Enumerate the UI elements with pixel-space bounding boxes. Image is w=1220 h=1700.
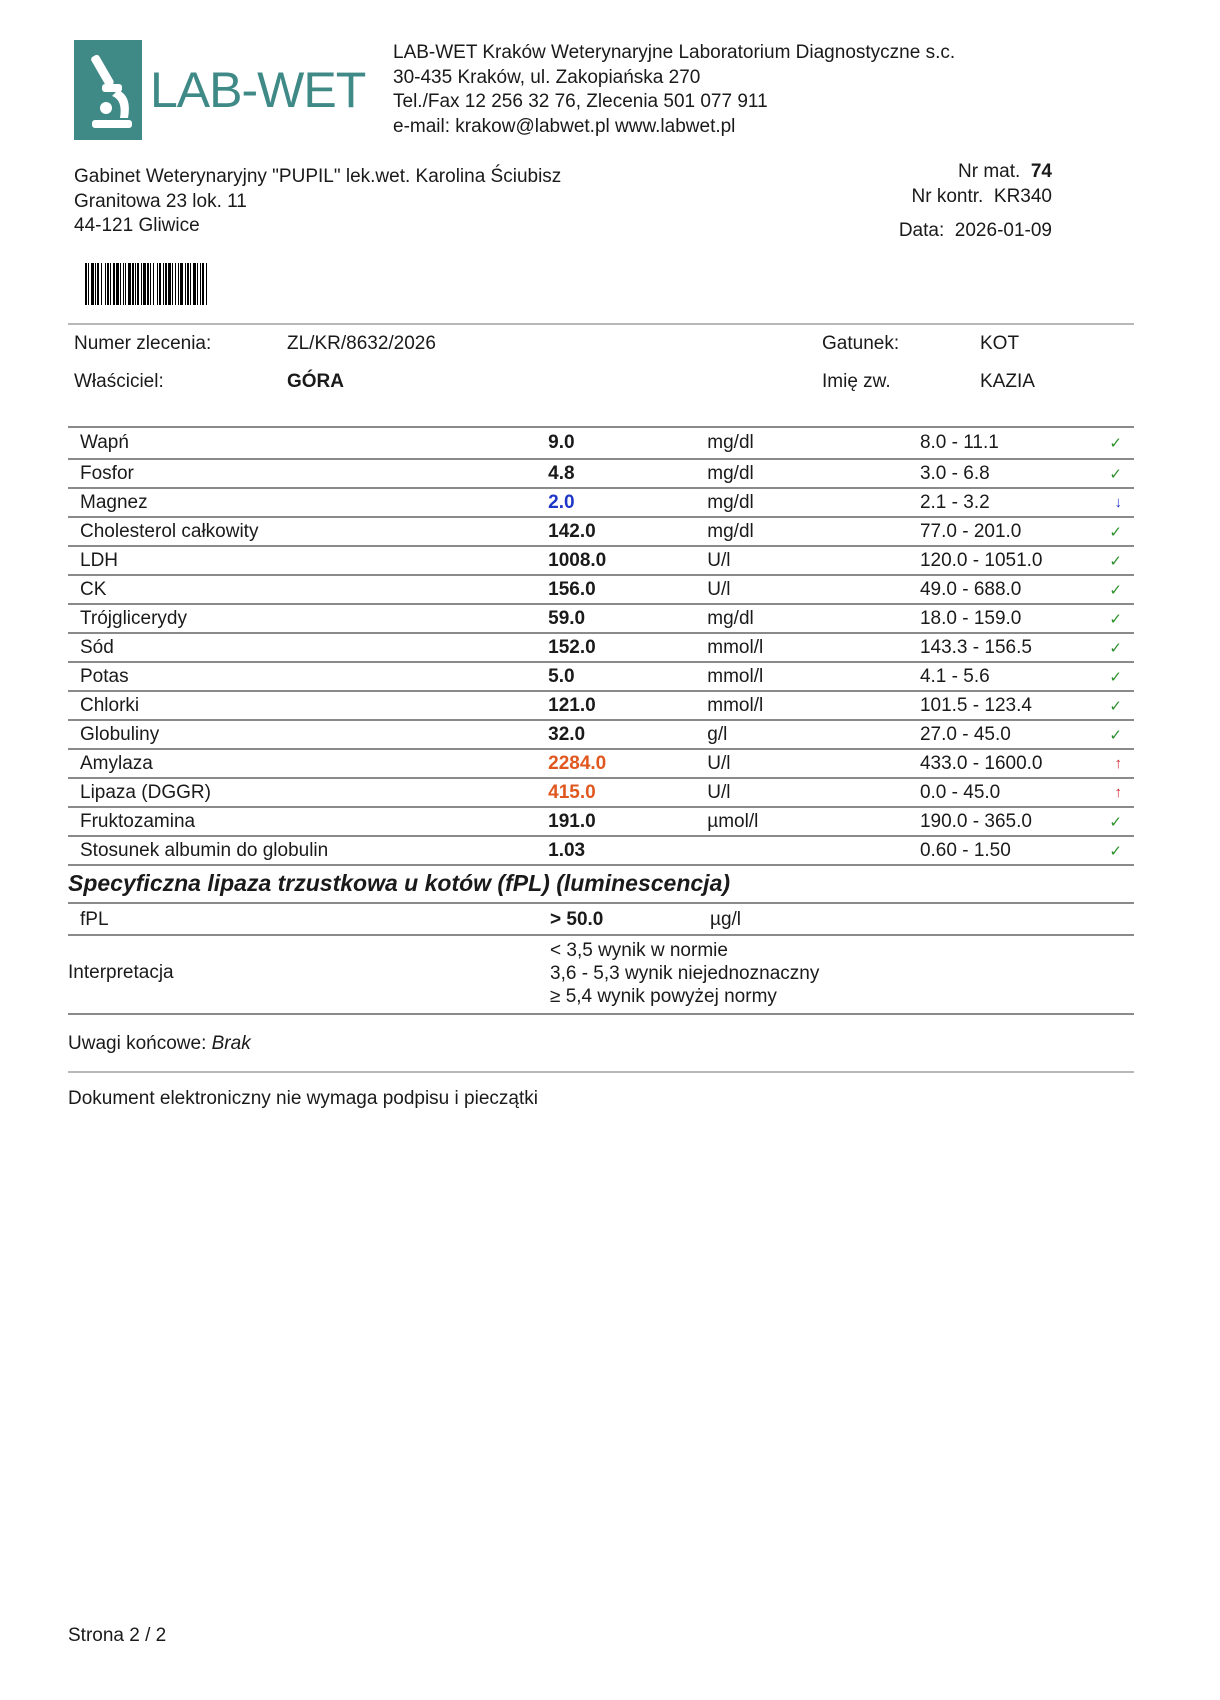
order-number-label: Numer zlecenia: bbox=[74, 333, 212, 354]
table-row bbox=[68, 427, 1134, 459]
result-value: 4.8 bbox=[548, 459, 707, 488]
check-icon: ✓ bbox=[1109, 697, 1122, 715]
lab-street: 30-435 Kraków, ul. Zakopiańska 270 bbox=[393, 66, 701, 88]
table-row bbox=[68, 749, 1134, 778]
owner-value-wrap bbox=[287, 371, 344, 393]
result-unit: µmol/l bbox=[707, 807, 920, 836]
barcode bbox=[85, 263, 332, 305]
check-icon: ✓ bbox=[1109, 726, 1122, 744]
result-reference-range: 3.0 - 6.8 bbox=[920, 459, 1109, 488]
result-name: Chlorki bbox=[68, 691, 548, 720]
barcode-bar bbox=[190, 263, 191, 305]
flag-cell bbox=[1109, 778, 1134, 807]
check-icon: ✓ bbox=[1109, 435, 1122, 452]
result-name: Globuliny bbox=[68, 720, 548, 749]
check-icon: ✓ bbox=[1109, 552, 1122, 570]
result-value: 142.0 bbox=[548, 517, 707, 546]
table-row bbox=[68, 778, 1134, 807]
result-unit: mg/dl bbox=[707, 517, 920, 546]
result-unit: U/l bbox=[707, 546, 920, 575]
barcode-bar bbox=[202, 263, 204, 305]
interpretation-label: Interpretacja bbox=[68, 962, 174, 983]
nr-kontr-label: Nr kontr. bbox=[911, 185, 984, 207]
result-value: 5.0 bbox=[548, 662, 707, 691]
clinic-address bbox=[74, 165, 561, 239]
result-value: 191.0 bbox=[548, 807, 707, 836]
barcode-bar bbox=[116, 263, 119, 305]
flag-cell bbox=[1109, 604, 1134, 633]
barcode-bar bbox=[135, 263, 136, 305]
fpl-section-title: Specyficzna lipaza trzustkowa u kotów (fPL) (luminescencja) bbox=[68, 870, 731, 896]
nr-kontr-value: KR340 bbox=[993, 185, 1052, 207]
flag-cell bbox=[1109, 517, 1134, 546]
result-reference-range: 120.0 - 1051.0 bbox=[920, 546, 1109, 575]
result-name: Magnez bbox=[68, 488, 548, 517]
result-name: Potas bbox=[68, 662, 548, 691]
result-name: LDH bbox=[68, 546, 548, 575]
result-unit: mg/dl bbox=[707, 604, 920, 633]
interpretation-line: 3,6 - 5,3 wynik niejednoznaczny bbox=[550, 963, 820, 984]
table-row bbox=[68, 575, 1134, 604]
barcode-bar bbox=[120, 263, 121, 305]
lab-name: LAB-WET Kraków Weterynaryjne Laboratorium Diagnostyczne s.c. bbox=[393, 42, 956, 63]
animal-name-label: Imię zw. bbox=[822, 371, 891, 392]
result-unit: mg/dl bbox=[707, 488, 920, 517]
barcode-bar bbox=[163, 263, 164, 305]
result-name: Wapń bbox=[68, 427, 548, 459]
fpl-row bbox=[68, 902, 1134, 936]
result-name: Trójglicerydy bbox=[68, 604, 548, 633]
result-value: 415.0 bbox=[548, 778, 707, 807]
check-icon: ✓ bbox=[1109, 523, 1122, 541]
result-reference-range: 8.0 - 11.1 bbox=[920, 427, 1109, 459]
barcode-bar bbox=[95, 263, 96, 305]
table-row bbox=[68, 604, 1134, 633]
divider bbox=[68, 323, 1134, 325]
barcode-bar bbox=[137, 263, 139, 305]
lab-address bbox=[393, 41, 955, 139]
divider bbox=[68, 1071, 1134, 1073]
barcode-bar bbox=[175, 263, 176, 305]
check-icon: ✓ bbox=[1109, 639, 1122, 657]
result-reference-range: 18.0 - 159.0 bbox=[920, 604, 1109, 633]
flag-cell bbox=[1109, 720, 1134, 749]
result-value: 59.0 bbox=[548, 604, 707, 633]
check-icon: ✓ bbox=[1109, 465, 1122, 483]
result-name: Stosunek albumin do globulin bbox=[68, 836, 548, 865]
result-reference-range: 143.3 - 156.5 bbox=[920, 633, 1109, 662]
report-date bbox=[899, 220, 1052, 242]
flag-cell bbox=[1109, 662, 1134, 691]
result-name: Fosfor bbox=[68, 459, 548, 488]
result-reference-range: 190.0 - 365.0 bbox=[920, 807, 1109, 836]
result-value: 2.0 bbox=[548, 488, 707, 517]
barcode-bar bbox=[88, 263, 89, 305]
lab-phone: Tel./Fax 12 256 32 76, Zlecenia 501 077 911 bbox=[393, 91, 768, 112]
divider bbox=[68, 1013, 1134, 1015]
flag-cell bbox=[1109, 488, 1134, 517]
table-row bbox=[68, 691, 1134, 720]
result-value: 32.0 bbox=[548, 720, 707, 749]
flag-cell bbox=[1109, 459, 1134, 488]
flag-cell bbox=[1109, 836, 1134, 865]
result-name: Sód bbox=[68, 633, 548, 662]
flag-cell bbox=[1109, 546, 1134, 575]
barcode-bar bbox=[128, 263, 131, 305]
barcode-bar bbox=[105, 263, 106, 305]
flag-cell bbox=[1109, 691, 1134, 720]
barcode-bar bbox=[110, 263, 111, 305]
barcode-bar bbox=[172, 263, 173, 305]
interpretation-lines bbox=[550, 939, 819, 1008]
result-unit: U/l bbox=[707, 778, 920, 807]
table-row bbox=[68, 546, 1134, 575]
fpl-name: fPL bbox=[80, 909, 109, 930]
result-reference-range: 2.1 - 3.2 bbox=[920, 488, 1109, 517]
check-icon: ✓ bbox=[1109, 581, 1122, 599]
result-reference-range: 4.1 - 5.6 bbox=[920, 662, 1109, 691]
result-unit bbox=[707, 836, 920, 865]
electronic-document-note: Dokument elektroniczny nie wymaga podpisu i pieczątki bbox=[68, 1088, 538, 1109]
clinic-name: Gabinet Weterynaryjny "PUPIL" lek.wet. Karolina Ściubisz bbox=[74, 166, 562, 187]
barcode-bar bbox=[168, 263, 171, 305]
fpl-unit: µg/l bbox=[710, 909, 742, 930]
result-reference-range: 0.0 - 45.0 bbox=[920, 778, 1109, 807]
result-unit: mmol/l bbox=[707, 633, 920, 662]
interpretation-line: ≥ 5,4 wynik powyżej normy bbox=[550, 986, 777, 1007]
barcode-bar bbox=[180, 263, 183, 305]
barcode-bar bbox=[85, 263, 87, 305]
material-numbers bbox=[912, 160, 1052, 209]
page-number: Strona 2 / 2 bbox=[68, 1625, 167, 1646]
flag-cell bbox=[1109, 427, 1134, 459]
barcode-bar bbox=[185, 263, 186, 305]
barcode-bar bbox=[113, 263, 115, 305]
result-unit: mmol/l bbox=[707, 691, 920, 720]
table-row bbox=[68, 720, 1134, 749]
result-reference-range: 0.60 - 1.50 bbox=[920, 836, 1109, 865]
result-name: Lipaza (DGGR) bbox=[68, 778, 548, 807]
flag-cell bbox=[1109, 807, 1134, 836]
barcode-bar bbox=[197, 263, 198, 305]
result-name: CK bbox=[68, 575, 548, 604]
flag-cell bbox=[1109, 633, 1134, 662]
owner-label: Właściciel: bbox=[74, 371, 164, 392]
flag-cell bbox=[1109, 575, 1134, 604]
barcode-bar bbox=[200, 263, 201, 305]
check-icon: ✓ bbox=[1109, 610, 1122, 628]
results-table bbox=[68, 426, 1134, 866]
table-row bbox=[68, 807, 1134, 836]
flag-cell bbox=[1109, 749, 1134, 778]
result-name: Cholesterol całkowity bbox=[68, 517, 548, 546]
microscope-icon bbox=[74, 40, 142, 140]
fpl-value: > 50.0 bbox=[550, 909, 604, 930]
notes-value: Brak bbox=[211, 1033, 251, 1054]
result-value: 9.0 bbox=[548, 427, 707, 459]
order-number-value: ZL/KR/8632/2026 bbox=[287, 333, 436, 354]
result-value: 121.0 bbox=[548, 691, 707, 720]
clinic-city: 44-121 Gliwice bbox=[74, 215, 200, 236]
result-value: 156.0 bbox=[548, 575, 707, 604]
owner-value: GÓRA bbox=[287, 371, 344, 392]
barcode-bar bbox=[159, 263, 161, 305]
arrow-up-icon: ↑ bbox=[1114, 784, 1122, 801]
table-row bbox=[68, 517, 1134, 546]
date-label: Data: bbox=[898, 220, 945, 241]
barcode-bar bbox=[91, 263, 94, 305]
barcode-bar bbox=[123, 263, 124, 305]
barcode-graphic bbox=[85, 263, 332, 305]
final-notes bbox=[68, 1033, 251, 1055]
result-unit: mmol/l bbox=[707, 662, 920, 691]
barcode-bar bbox=[150, 263, 151, 305]
barcode-bar bbox=[187, 263, 189, 305]
result-unit: g/l bbox=[707, 720, 920, 749]
result-value: 152.0 bbox=[548, 633, 707, 662]
result-reference-range: 433.0 - 1600.0 bbox=[920, 749, 1109, 778]
nr-mat-value: 74 bbox=[1030, 161, 1052, 182]
table-row bbox=[68, 488, 1134, 517]
check-icon: ✓ bbox=[1109, 813, 1122, 831]
result-value: 1008.0 bbox=[548, 546, 707, 575]
table-row bbox=[68, 633, 1134, 662]
result-value: 2284.0 bbox=[548, 749, 707, 778]
clinic-street: Granitowa 23 lok. 11 bbox=[74, 190, 247, 212]
barcode-bar bbox=[132, 263, 134, 305]
barcode-bar bbox=[97, 263, 99, 305]
result-unit: U/l bbox=[707, 575, 920, 604]
logo-mark bbox=[74, 40, 142, 140]
nr-mat-label: Nr mat. bbox=[958, 161, 1021, 182]
barcode-bar bbox=[193, 263, 196, 305]
result-unit: mg/dl bbox=[707, 427, 920, 459]
barcode-bar bbox=[157, 263, 158, 305]
result-unit: U/l bbox=[707, 749, 920, 778]
barcode-bar bbox=[147, 263, 149, 305]
table-row bbox=[68, 836, 1134, 865]
check-icon: ✓ bbox=[1109, 668, 1122, 686]
result-reference-range: 49.0 - 688.0 bbox=[920, 575, 1109, 604]
table-row bbox=[68, 459, 1134, 488]
barcode-bar bbox=[101, 263, 102, 305]
notes-label: Uwagi końcowe: bbox=[68, 1033, 207, 1054]
barcode-bar bbox=[165, 263, 167, 305]
barcode-bar bbox=[141, 263, 142, 305]
barcode-bar bbox=[107, 263, 109, 305]
result-reference-range: 101.5 - 123.4 bbox=[920, 691, 1109, 720]
check-icon: ✓ bbox=[1109, 842, 1122, 860]
arrow-down-icon: ↓ bbox=[1114, 494, 1122, 511]
species-value: KOT bbox=[980, 333, 1020, 354]
result-reference-range: 77.0 - 201.0 bbox=[920, 517, 1109, 546]
barcode-bar bbox=[178, 263, 179, 305]
table-row bbox=[68, 662, 1134, 691]
result-name: Fruktozamina bbox=[68, 807, 548, 836]
results-body bbox=[68, 427, 1134, 865]
barcode-bar bbox=[125, 263, 126, 305]
barcode-bar bbox=[206, 263, 207, 305]
date-value: 2026-01-09 bbox=[954, 220, 1052, 241]
arrow-up-icon: ↑ bbox=[1114, 755, 1122, 772]
animal-name-value: KAZIA bbox=[980, 371, 1035, 392]
result-value: 1.03 bbox=[548, 836, 707, 865]
species-label: Gatunek: bbox=[822, 333, 900, 354]
barcode-bar bbox=[153, 263, 154, 305]
barcode-bar bbox=[143, 263, 146, 305]
result-reference-range: 27.0 - 45.0 bbox=[920, 720, 1109, 749]
logo-text: LAB-WET bbox=[150, 62, 366, 118]
lab-contact: e-mail: krakow@labwet.pl www.labwet.pl bbox=[393, 115, 736, 137]
result-name: Amylaza bbox=[68, 749, 548, 778]
interpretation-line: < 3,5 wynik w normie bbox=[550, 940, 728, 961]
result-unit: mg/dl bbox=[707, 459, 920, 488]
